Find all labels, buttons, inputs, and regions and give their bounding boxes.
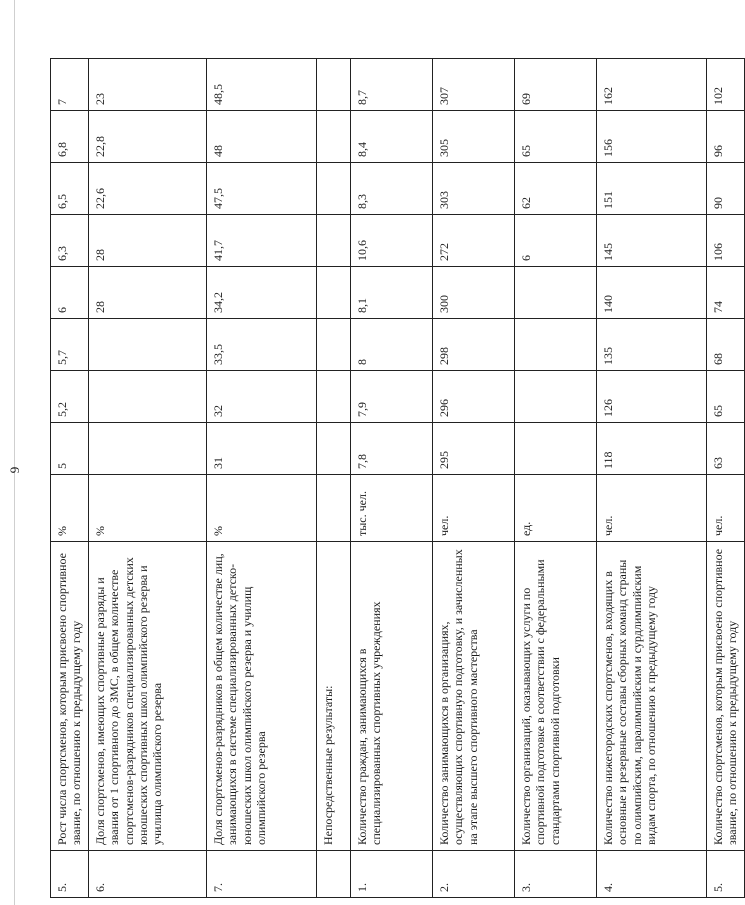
value-cell: 33,5 xyxy=(206,319,316,371)
value-cell xyxy=(316,59,350,111)
table-row xyxy=(706,59,744,898)
unit-cell: % xyxy=(51,475,89,542)
unit-cell: ед. xyxy=(514,475,596,542)
indicator-name-cell: Непосредственные результаты: xyxy=(316,542,350,851)
unit-cell xyxy=(316,475,350,542)
table-wrapper xyxy=(50,58,740,898)
row-number-cell xyxy=(316,851,350,898)
row-number-cell: 3. xyxy=(514,851,596,898)
unit-cell: чел. xyxy=(596,475,706,542)
row-number-cell: 4. xyxy=(596,851,706,898)
value-cell: 10,6 xyxy=(350,215,432,267)
indicator-name-cell: Количество граждан, занимающихся в специализированных спортивных учреждениях xyxy=(350,542,432,851)
table-row xyxy=(514,59,596,898)
row-number-cell: 1. xyxy=(350,851,432,898)
value-cell: 162 xyxy=(596,59,706,111)
value-cell: 62 xyxy=(514,163,596,215)
value-cell: 23 xyxy=(88,59,206,111)
value-cell: 74 xyxy=(706,267,744,319)
table-row xyxy=(51,59,89,898)
value-cell xyxy=(514,423,596,475)
table-body xyxy=(51,59,745,898)
value-cell: 300 xyxy=(432,267,514,319)
value-cell xyxy=(88,423,206,475)
value-cell xyxy=(316,215,350,267)
row-number-cell: 5. xyxy=(706,851,744,898)
value-cell: 28 xyxy=(88,215,206,267)
value-cell xyxy=(514,319,596,371)
indicator-name-cell: Количество занимающихся в организациях, осуществляющих спортивную подготовку, и зачисленных на этапе высшего спортивного мастерства xyxy=(432,542,514,851)
value-cell xyxy=(88,319,206,371)
page-edge xyxy=(14,0,15,905)
unit-cell: % xyxy=(88,475,206,542)
value-cell xyxy=(316,423,350,475)
value-cell: 65 xyxy=(514,111,596,163)
value-cell: 6 xyxy=(51,267,89,319)
indicator-name-cell: Доля спортсменов, имеющих спортивные разряды и звания от 1 спортивного до ЗМС, в общем количестве спортсменов-разрядников специализированных детских юношеских спортивных школ олимпийского резерва и училища олимпийского резерва xyxy=(88,542,206,851)
value-cell: 22,6 xyxy=(88,163,206,215)
value-cell: 305 xyxy=(432,111,514,163)
value-cell: 32 xyxy=(206,371,316,423)
value-cell: 118 xyxy=(596,423,706,475)
row-number-cell: 5. xyxy=(51,851,89,898)
value-cell: 296 xyxy=(432,371,514,423)
value-cell: 145 xyxy=(596,215,706,267)
value-cell: 126 xyxy=(596,371,706,423)
value-cell: 8,4 xyxy=(350,111,432,163)
value-cell: 41,7 xyxy=(206,215,316,267)
indicator-name-cell: Доля спортсменов-разрядников в общем количестве лиц, занимающихся в системе специализированных детско-юношеских школ олимпийского резерва и училищ олимпийского резерва xyxy=(206,542,316,851)
unit-cell: тыс. чел. xyxy=(350,475,432,542)
value-cell: 8,7 xyxy=(350,59,432,111)
rotated-table-container xyxy=(50,58,740,898)
table-row xyxy=(206,59,316,898)
value-cell: 102 xyxy=(706,59,744,111)
value-cell: 6,8 xyxy=(51,111,89,163)
table-row xyxy=(596,59,706,898)
unit-cell: % xyxy=(206,475,316,542)
table-row xyxy=(88,59,206,898)
value-cell xyxy=(316,111,350,163)
value-cell: 31 xyxy=(206,423,316,475)
value-cell: 7,9 xyxy=(350,371,432,423)
value-cell: 303 xyxy=(432,163,514,215)
value-cell: 298 xyxy=(432,319,514,371)
value-cell: 8 xyxy=(350,319,432,371)
indicator-name-cell: Количество спортсменов, которым присвоено спортивное звание, по отношению к предыдущему году xyxy=(706,542,744,851)
value-cell: 28 xyxy=(88,267,206,319)
value-cell: 5,7 xyxy=(51,319,89,371)
value-cell: 7 xyxy=(51,59,89,111)
row-number-cell: 2. xyxy=(432,851,514,898)
unit-cell: чел. xyxy=(432,475,514,542)
unit-cell: чел. xyxy=(706,475,744,542)
value-cell xyxy=(316,267,350,319)
value-cell xyxy=(316,371,350,423)
value-cell: 34,2 xyxy=(206,267,316,319)
value-cell: 6,5 xyxy=(51,163,89,215)
row-number-cell: 7. xyxy=(206,851,316,898)
value-cell: 307 xyxy=(432,59,514,111)
value-cell: 48 xyxy=(206,111,316,163)
value-cell: 8,1 xyxy=(350,267,432,319)
value-cell: 63 xyxy=(706,423,744,475)
value-cell: 69 xyxy=(514,59,596,111)
value-cell: 48,5 xyxy=(206,59,316,111)
indicator-name-cell: Рост числа спортсменов, которым присвоено спортивное звание, по отношению к предыдущему году xyxy=(51,542,89,851)
value-cell: 90 xyxy=(706,163,744,215)
value-cell: 5,2 xyxy=(51,371,89,423)
value-cell: 47,5 xyxy=(206,163,316,215)
value-cell: 8,3 xyxy=(350,163,432,215)
value-cell: 68 xyxy=(706,319,744,371)
value-cell: 7,8 xyxy=(350,423,432,475)
value-cell xyxy=(316,319,350,371)
value-cell: 272 xyxy=(432,215,514,267)
indicator-name-cell: Количество организаций, оказывающих услуги по спортивной подготовке в соответствии с федеральными стандартами спортивной подготовки xyxy=(514,542,596,851)
value-cell: 6 xyxy=(514,215,596,267)
value-cell xyxy=(316,163,350,215)
value-cell xyxy=(88,371,206,423)
value-cell: 96 xyxy=(706,111,744,163)
value-cell: 151 xyxy=(596,163,706,215)
table-row xyxy=(350,59,432,898)
indicator-name-cell: Количество нижегородских спортсменов, входящих в основные и резервные составы сборных команд страны по олимпийским, паралимпийским и сурдлимпийским видам спорта, по отношению к предыдущему году xyxy=(596,542,706,851)
page-number: 9 xyxy=(7,466,22,474)
value-cell: 156 xyxy=(596,111,706,163)
row-number-cell: 6. xyxy=(88,851,206,898)
table-row xyxy=(432,59,514,898)
table-row xyxy=(316,59,350,898)
value-cell: 295 xyxy=(432,423,514,475)
value-cell: 6,3 xyxy=(51,215,89,267)
value-cell: 22,8 xyxy=(88,111,206,163)
value-cell: 106 xyxy=(706,215,744,267)
value-cell: 65 xyxy=(706,371,744,423)
value-cell: 135 xyxy=(596,319,706,371)
value-cell xyxy=(514,371,596,423)
value-cell: 5 xyxy=(51,423,89,475)
value-cell xyxy=(514,267,596,319)
value-cell: 140 xyxy=(596,267,706,319)
indicators-table xyxy=(50,58,745,898)
